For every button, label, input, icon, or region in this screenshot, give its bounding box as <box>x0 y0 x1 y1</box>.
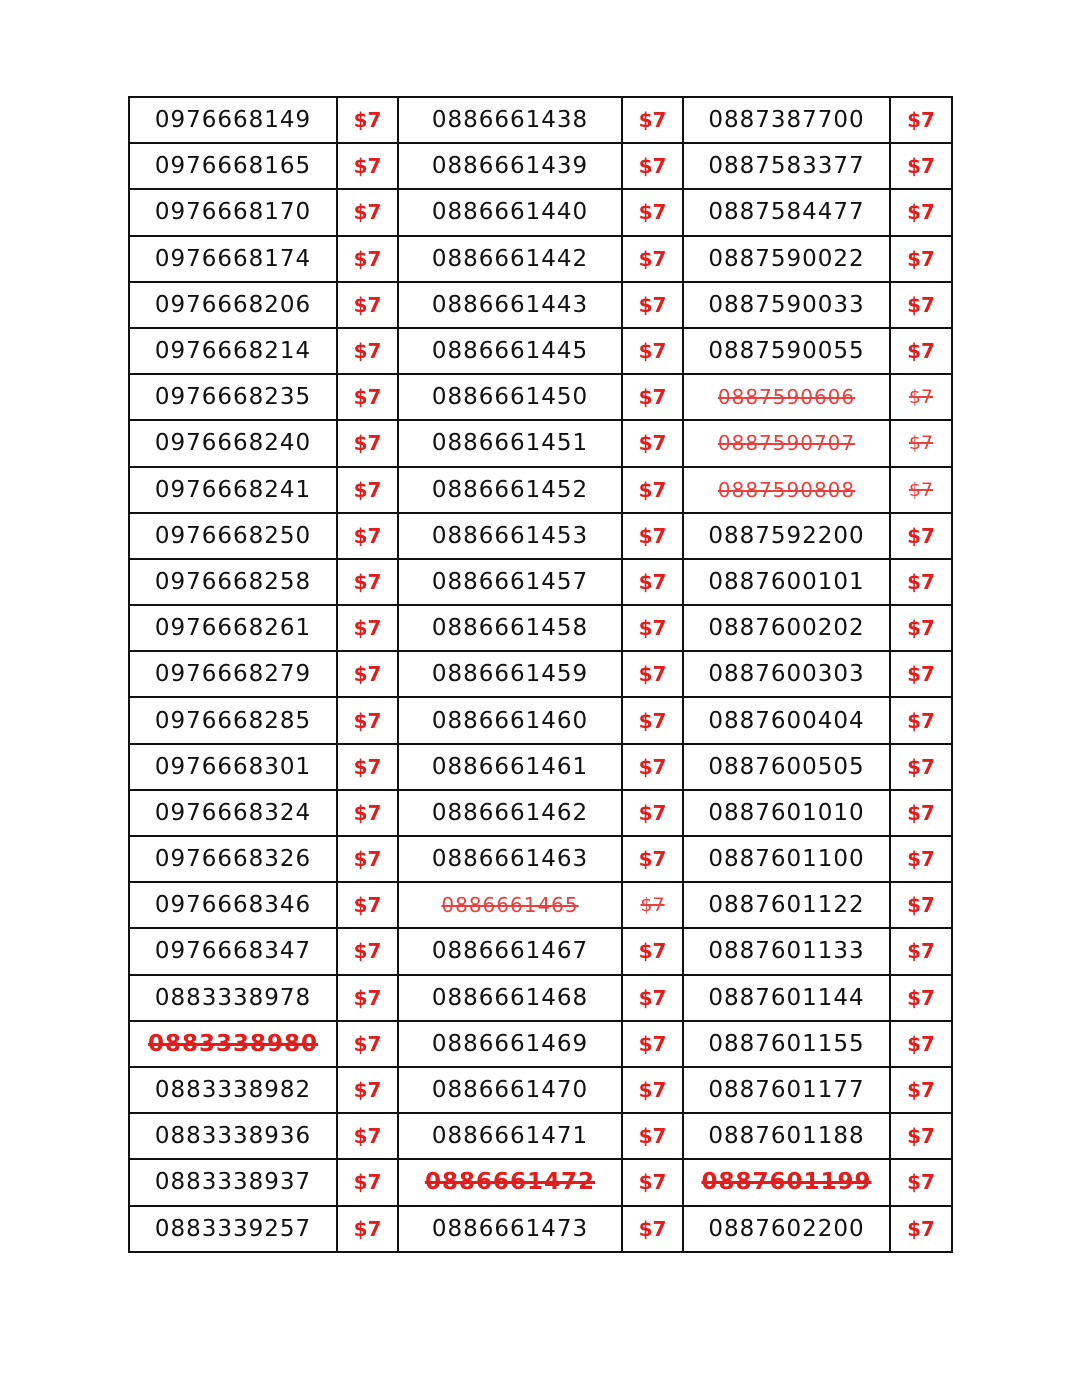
phone-number-cell: 0886661453 <box>398 513 622 559</box>
phone-number-cell: 0887601188 <box>683 1113 890 1159</box>
price-cell: $7 <box>337 513 398 559</box>
table-row <box>129 605 952 651</box>
phone-number-cell: 0886661461 <box>398 744 622 790</box>
phone-number-cell: 0976668149 <box>129 97 337 143</box>
price-cell: $7 <box>337 1113 398 1159</box>
price-cell: $7 <box>890 928 952 974</box>
phone-number-cell: 0886661462 <box>398 790 622 836</box>
phone-number-cell: 0886661450 <box>398 374 622 420</box>
price-cell: $7 <box>890 513 952 559</box>
price-cell: $7 <box>890 420 952 466</box>
price-cell: $7 <box>890 189 952 235</box>
phone-number-cell: 0887590606 <box>683 374 890 420</box>
phone-number-cell: 0887600202 <box>683 605 890 651</box>
price-cell: $7 <box>337 1159 398 1205</box>
price-cell: $7 <box>890 143 952 189</box>
phone-number-cell: 0976668241 <box>129 467 337 513</box>
phone-number-cell: 0887590808 <box>683 467 890 513</box>
price-cell: $7 <box>622 236 683 282</box>
phone-number-cell: 0976668326 <box>129 836 337 882</box>
price-cell: $7 <box>890 1067 952 1113</box>
table-row <box>129 1159 952 1205</box>
price-cell: $7 <box>337 282 398 328</box>
price-cell: $7 <box>337 559 398 605</box>
phone-number-cell: 0886661460 <box>398 697 622 743</box>
price-cell: $7 <box>622 328 683 374</box>
phone-number-cell: 0887600505 <box>683 744 890 790</box>
phone-number-cell: 0976668301 <box>129 744 337 790</box>
phone-number-cell: 0886661465 <box>398 882 622 928</box>
table-row <box>129 1113 952 1159</box>
phone-number-cell: 0887590022 <box>683 236 890 282</box>
price-cell: $7 <box>337 328 398 374</box>
table-row <box>129 559 952 605</box>
price-cell: $7 <box>622 374 683 420</box>
phone-number-cell: 0886661440 <box>398 189 622 235</box>
price-cell: $7 <box>890 744 952 790</box>
phone-number-cell: 0887601133 <box>683 928 890 974</box>
table-row <box>129 790 952 836</box>
price-cell: $7 <box>622 1113 683 1159</box>
price-cell: $7 <box>622 513 683 559</box>
price-cell: $7 <box>622 1067 683 1113</box>
phone-number-cell: 0883338936 <box>129 1113 337 1159</box>
phone-number-cell: 0976668250 <box>129 513 337 559</box>
phone-number-cell: 0886661468 <box>398 975 622 1021</box>
price-cell: $7 <box>337 790 398 836</box>
table-row <box>129 97 952 143</box>
price-cell: $7 <box>337 420 398 466</box>
price-cell: $7 <box>622 1206 683 1252</box>
phone-number-cell: 0887583377 <box>683 143 890 189</box>
table-row <box>129 467 952 513</box>
price-cell: $7 <box>622 282 683 328</box>
phone-number-cell: 0886661472 <box>398 1159 622 1205</box>
table-row <box>129 1067 952 1113</box>
phone-number-cell: 0976668214 <box>129 328 337 374</box>
price-cell: $7 <box>622 97 683 143</box>
table-row <box>129 1021 952 1067</box>
price-cell: $7 <box>622 697 683 743</box>
price-cell: $7 <box>622 744 683 790</box>
phone-number-cell: 0886661473 <box>398 1206 622 1252</box>
table-row <box>129 374 952 420</box>
price-cell: $7 <box>622 975 683 1021</box>
price-cell: $7 <box>890 374 952 420</box>
phone-number-cell: 0887601199 <box>683 1159 890 1205</box>
phone-number-cell: 0887601155 <box>683 1021 890 1067</box>
phone-number-cell: 0886661445 <box>398 328 622 374</box>
price-cell: $7 <box>337 467 398 513</box>
price-cell: $7 <box>890 1159 952 1205</box>
phone-number-cell: 0887590033 <box>683 282 890 328</box>
table-row <box>129 420 952 466</box>
table-row <box>129 975 952 1021</box>
phone-number-cell: 0887601122 <box>683 882 890 928</box>
phone-number-cell: 0886661458 <box>398 605 622 651</box>
price-cell: $7 <box>890 882 952 928</box>
phone-number-cell: 0887592200 <box>683 513 890 559</box>
phone-number-cell: 0976668346 <box>129 882 337 928</box>
price-cell: $7 <box>622 1159 683 1205</box>
price-cell: $7 <box>890 97 952 143</box>
phone-number-cell: 0886661467 <box>398 928 622 974</box>
phone-number-cell: 0886661459 <box>398 651 622 697</box>
price-cell: $7 <box>890 697 952 743</box>
price-cell: $7 <box>622 836 683 882</box>
phone-number-cell: 0976668174 <box>129 236 337 282</box>
phone-number-cell: 0886661463 <box>398 836 622 882</box>
table-row <box>129 328 952 374</box>
table-row <box>129 744 952 790</box>
table-row <box>129 1206 952 1252</box>
price-cell: $7 <box>337 143 398 189</box>
table-row <box>129 697 952 743</box>
phone-number-cell: 0883338980 <box>129 1021 337 1067</box>
phone-number-cell: 0886661452 <box>398 467 622 513</box>
price-cell: $7 <box>890 328 952 374</box>
price-cell: $7 <box>890 282 952 328</box>
price-cell: $7 <box>622 928 683 974</box>
phone-number-cell: 0886661443 <box>398 282 622 328</box>
phone-number-cell: 0886661469 <box>398 1021 622 1067</box>
price-cell: $7 <box>337 836 398 882</box>
phone-number-cell: 0883339257 <box>129 1206 337 1252</box>
price-cell: $7 <box>337 744 398 790</box>
price-cell: $7 <box>337 697 398 743</box>
price-cell: $7 <box>890 651 952 697</box>
phone-number-cell: 0976668165 <box>129 143 337 189</box>
price-cell: $7 <box>622 559 683 605</box>
table-row <box>129 836 952 882</box>
table-row <box>129 882 952 928</box>
phone-number-cell: 0887600101 <box>683 559 890 605</box>
phone-number-cell: 0886661439 <box>398 143 622 189</box>
phone-number-cell: 0886661451 <box>398 420 622 466</box>
phone-number-price-table <box>128 96 953 1253</box>
price-cell: $7 <box>622 420 683 466</box>
price-cell: $7 <box>890 605 952 651</box>
phone-number-cell: 0887590055 <box>683 328 890 374</box>
phone-number-cell: 0976668324 <box>129 790 337 836</box>
price-cell: $7 <box>890 559 952 605</box>
price-cell: $7 <box>890 467 952 513</box>
price-cell: $7 <box>890 836 952 882</box>
phone-number-cell: 0976668347 <box>129 928 337 974</box>
phone-number-cell: 0887600303 <box>683 651 890 697</box>
price-cell: $7 <box>337 236 398 282</box>
table-row <box>129 236 952 282</box>
price-cell: $7 <box>890 790 952 836</box>
price-cell: $7 <box>337 928 398 974</box>
phone-number-cell: 0976668235 <box>129 374 337 420</box>
phone-number-cell: 0976668279 <box>129 651 337 697</box>
price-cell: $7 <box>622 467 683 513</box>
price-cell: $7 <box>337 1021 398 1067</box>
price-cell: $7 <box>337 975 398 1021</box>
price-cell: $7 <box>337 882 398 928</box>
price-cell: $7 <box>337 651 398 697</box>
table-row <box>129 189 952 235</box>
phone-number-cell: 0883338978 <box>129 975 337 1021</box>
phone-number-cell: 0887601177 <box>683 1067 890 1113</box>
phone-number-cell: 0976668170 <box>129 189 337 235</box>
phone-number-cell: 0886661470 <box>398 1067 622 1113</box>
price-cell: $7 <box>622 790 683 836</box>
price-cell: $7 <box>890 1206 952 1252</box>
phone-number-cell: 0887601100 <box>683 836 890 882</box>
phone-number-cell: 0887387700 <box>683 97 890 143</box>
price-cell: $7 <box>890 1113 952 1159</box>
price-cell: $7 <box>622 1021 683 1067</box>
phone-number-cell: 0883338982 <box>129 1067 337 1113</box>
phone-number-cell: 0883338937 <box>129 1159 337 1205</box>
price-cell: $7 <box>890 975 952 1021</box>
phone-number-cell: 0976668258 <box>129 559 337 605</box>
phone-number-cell: 0886661442 <box>398 236 622 282</box>
phone-number-cell: 0887601144 <box>683 975 890 1021</box>
price-cell: $7 <box>622 189 683 235</box>
phone-number-cell: 0886661438 <box>398 97 622 143</box>
price-cell: $7 <box>337 97 398 143</box>
price-cell: $7 <box>337 1067 398 1113</box>
phone-number-cell: 0976668206 <box>129 282 337 328</box>
phone-number-cell: 0976668261 <box>129 605 337 651</box>
table-row <box>129 651 952 697</box>
price-cell: $7 <box>622 882 683 928</box>
price-cell: $7 <box>622 651 683 697</box>
phone-number-cell: 0886661471 <box>398 1113 622 1159</box>
price-cell: $7 <box>337 374 398 420</box>
phone-number-cell: 0976668285 <box>129 697 337 743</box>
price-cell: $7 <box>337 1206 398 1252</box>
price-cell: $7 <box>337 605 398 651</box>
price-cell: $7 <box>622 605 683 651</box>
phone-number-cell: 0887590707 <box>683 420 890 466</box>
table-row <box>129 282 952 328</box>
table-row <box>129 513 952 559</box>
phone-number-cell: 0887601010 <box>683 790 890 836</box>
table-row <box>129 143 952 189</box>
table-row <box>129 928 952 974</box>
phone-number-cell: 0887584477 <box>683 189 890 235</box>
table-body <box>129 97 952 1252</box>
phone-number-cell: 0886661457 <box>398 559 622 605</box>
price-cell: $7 <box>890 236 952 282</box>
price-cell: $7 <box>890 1021 952 1067</box>
phone-number-cell: 0887600404 <box>683 697 890 743</box>
phone-number-cell: 0976668240 <box>129 420 337 466</box>
price-cell: $7 <box>622 143 683 189</box>
phone-number-cell: 0887602200 <box>683 1206 890 1252</box>
price-cell: $7 <box>337 189 398 235</box>
